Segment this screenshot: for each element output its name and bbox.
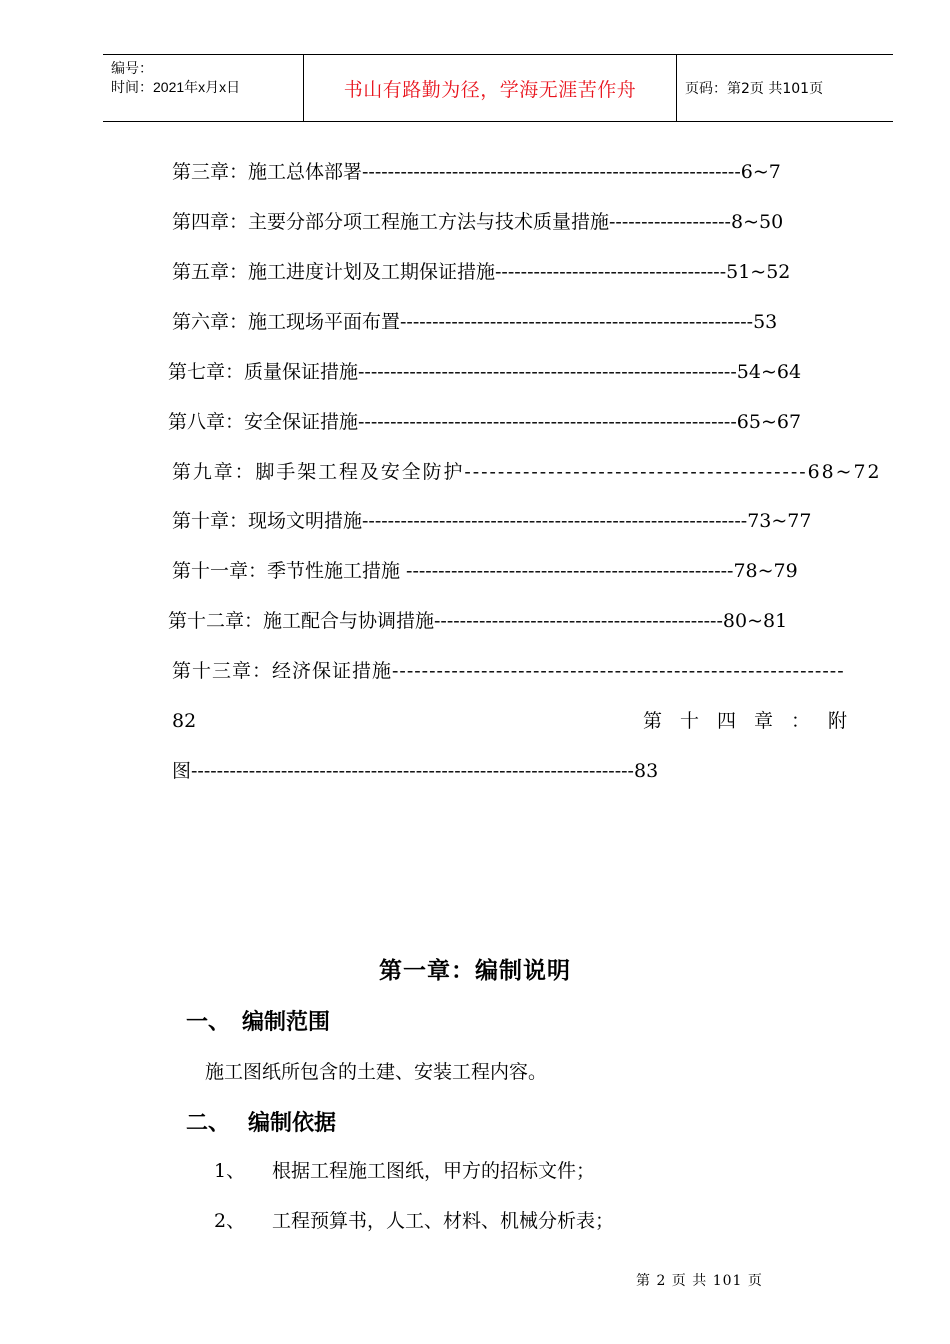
page-header (103, 54, 893, 122)
section-number: 二、 (186, 1111, 231, 1136)
toc-entry: 第十章：现场文明措施------------------------------------------------------------73~77 (172, 510, 812, 532)
page-footer: 第 2 页 共 101 页 (636, 1273, 763, 1289)
toc-entry: 第十四章：附 (643, 710, 866, 732)
section-number: 一、 (186, 1010, 231, 1035)
toc-entry: 第九章：脚手架工程及安全防护-----------------------------------------68~72 (172, 461, 882, 483)
toc-entry: 第六章：施工现场平面布置-------------------------------------------------------53 (172, 311, 778, 333)
toc-entry: 第七章：质量保证措施-----------------------------------------------------------54~64 (168, 361, 802, 383)
doc-time-label: 时间：2021年x月x日 (111, 79, 241, 95)
toc-entry: 第八章：安全保证措施-----------------------------------------------------------65~67 (168, 411, 802, 433)
list-item: 根据工程施工图纸，甲方的招标文件； (272, 1160, 596, 1182)
toc-entry-page: 82 (172, 710, 197, 732)
header-page-info: 页码：第2页 共101页 (685, 81, 824, 97)
toc-entry: 第四章：主要分部分项工程施工方法与技术质量措施-------------------8~50 (172, 211, 784, 233)
chapter-title: 第一章：编制说明 (379, 958, 571, 984)
toc-entry: 第五章：施工进度计划及工期保证措施------------------------------------51~52 (172, 261, 791, 283)
header-motto: 书山有路勤为径，学海无涯苦作舟 (343, 78, 637, 101)
section-title: 编制范围 (242, 1010, 331, 1035)
list-item: 工程预算书，人工、材料、机械分析表； (272, 1210, 615, 1232)
toc-entry: 第十三章：经济保证措施------------------------------------------------------------- (172, 660, 845, 682)
section-paragraph: 施工图纸所包含的土建、安装工程内容。 (205, 1061, 548, 1083)
header-divider (676, 55, 677, 121)
toc-entry: 图---------------------------------------------------------------------83 (172, 760, 659, 782)
doc-code-label: 编号： (111, 60, 153, 76)
section-heading (186, 1106, 336, 1137)
section-title: 编制依据 (248, 1111, 337, 1136)
toc-entry: 第三章：施工总体部署-----------------------------------------------------------6~7 (172, 161, 781, 183)
toc-entry: 第十一章：季节性施工措施 ---------------------------------------------------78~79 (172, 560, 798, 582)
list-item-number: 1、 (214, 1160, 246, 1182)
section-heading (186, 1005, 330, 1036)
toc-entry: 第十二章：施工配合与协调措施---------------------------------------------80~81 (168, 610, 788, 632)
header-meta (111, 59, 301, 97)
list-item-number: 2、 (214, 1210, 246, 1232)
